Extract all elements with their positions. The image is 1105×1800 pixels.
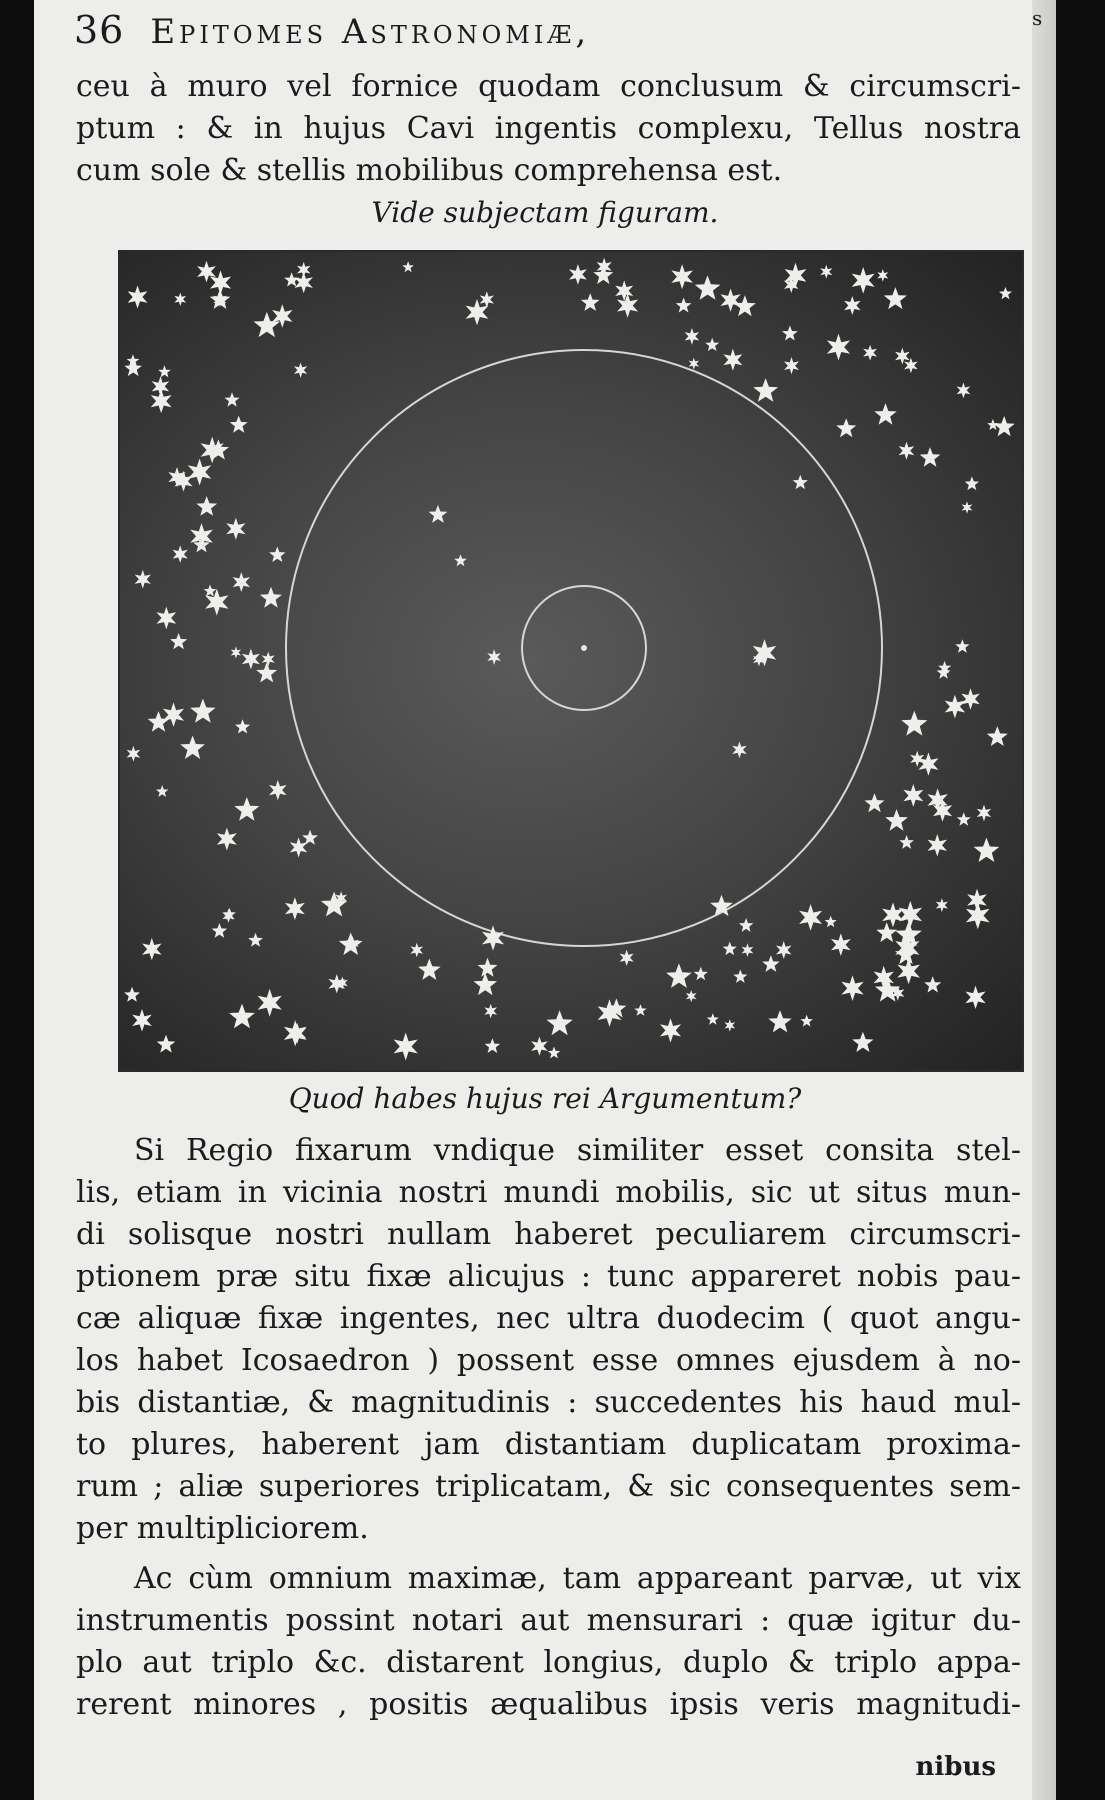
star-mark — [174, 293, 186, 307]
star-mark — [478, 958, 498, 977]
sun-center-dot — [581, 645, 587, 651]
star-mark — [188, 459, 212, 486]
star-mark — [484, 1004, 497, 1019]
star-mark — [974, 838, 1000, 862]
star-field-woodcut — [120, 252, 1022, 1070]
star-mark — [135, 570, 151, 589]
star-mark — [569, 264, 587, 285]
text-line: los habet Icosaedron ) possent esse omnes ejusdem à no- — [76, 1343, 1021, 1378]
star-mark — [157, 1035, 176, 1053]
star-mark — [666, 963, 692, 988]
question-heading: Quod habes hujus rei Argumentum? — [288, 1082, 802, 1115]
text-line: bis distantiæ, & magnitudinis : succedentes his haud mul- — [76, 1385, 1021, 1420]
star-mark — [928, 834, 948, 857]
star-mark — [548, 1047, 561, 1059]
text-line: di solisque nostri nullam haberet peculiarem circumscri- — [76, 1217, 1021, 1252]
star-mark — [260, 587, 282, 608]
star-mark — [158, 365, 171, 377]
star-mark — [876, 922, 897, 942]
star-mark — [994, 416, 1015, 436]
star-mark — [999, 287, 1012, 299]
star-mark — [957, 383, 971, 399]
star-mark — [732, 742, 747, 759]
header-mark: s — [1032, 6, 1043, 30]
star-mark — [762, 955, 779, 972]
star-mark — [231, 646, 241, 658]
star-mark — [142, 938, 162, 960]
star-mark — [827, 334, 850, 361]
star-mark — [831, 933, 851, 956]
star-mark — [233, 572, 250, 592]
page-header — [74, 8, 590, 60]
text-line: instrumentis possint notari aut mensurari : quæ igitur du- — [76, 1603, 1021, 1638]
star-mark — [965, 476, 979, 490]
star-mark — [180, 736, 205, 760]
star-mark — [217, 828, 237, 851]
star-mark — [248, 933, 263, 947]
star-mark — [987, 419, 999, 430]
star-mark — [531, 1037, 548, 1056]
star-mark — [733, 970, 747, 983]
star-mark — [877, 269, 888, 282]
star-mark — [429, 505, 448, 523]
star-mark — [124, 987, 140, 1002]
text-line: to plures, haberent jam distantiam duplicatam proxima- — [76, 1427, 1021, 1462]
star-mark — [615, 280, 633, 301]
star-mark — [899, 901, 923, 928]
star-mark — [660, 1018, 681, 1042]
star-mark — [955, 639, 969, 653]
star-mark — [910, 751, 924, 767]
text-line: lis, etiam in vicinia nostri mundi mobilis, sic ut situs mun- — [76, 1175, 1021, 1210]
text-line: per multipliciorem. — [76, 1511, 369, 1546]
star-mark — [793, 475, 808, 489]
star-mark — [258, 989, 282, 1017]
star-mark — [685, 328, 699, 345]
star-mark — [689, 358, 700, 370]
star-mark — [841, 975, 863, 1001]
star-mark — [965, 986, 985, 1009]
star-mark — [269, 780, 287, 800]
star-mark — [961, 688, 980, 709]
star-mark — [844, 296, 861, 315]
star-mark — [784, 357, 799, 374]
page-number: 36 — [74, 8, 125, 52]
star-mark — [634, 1004, 646, 1016]
star-mark — [799, 904, 822, 931]
star-mark — [884, 287, 907, 309]
book-page — [34, 0, 1056, 1800]
star-mark — [620, 950, 634, 966]
star-mark — [454, 554, 467, 566]
text-line: rerent minores , positis æqualibus ipsis veris magnitudi- — [76, 1687, 1021, 1722]
paragraph-answer — [76, 1130, 1021, 1550]
star-mark — [782, 326, 798, 341]
star-mark — [163, 702, 184, 727]
star-mark — [739, 918, 754, 932]
star-mark — [882, 902, 904, 927]
star-mark — [474, 973, 498, 995]
star-mark — [148, 711, 170, 732]
star-mark — [903, 784, 923, 807]
star-mark — [695, 275, 721, 299]
star-mark — [865, 793, 885, 812]
star-mark — [235, 719, 250, 733]
star-mark — [924, 976, 941, 992]
star-mark — [686, 990, 697, 1002]
star-mark — [734, 295, 756, 316]
star-mark — [768, 1010, 791, 1032]
text-line: Ac cùm omnium maximæ, tam appareant parvæ, ut vix — [134, 1561, 1021, 1596]
star-mark — [269, 547, 285, 563]
star-mark — [825, 916, 837, 928]
star-field-illustration — [120, 252, 1022, 1070]
star-mark — [671, 264, 693, 289]
star-mark — [820, 265, 832, 279]
star-mark — [190, 699, 216, 723]
star-mark — [676, 298, 692, 313]
star-mark — [899, 442, 915, 460]
star-mark — [895, 348, 910, 365]
star-mark — [284, 272, 299, 286]
star-mark — [901, 711, 927, 736]
star-mark — [284, 1020, 307, 1046]
star-mark — [402, 261, 414, 272]
star-mark — [581, 293, 600, 311]
star-mark — [966, 902, 990, 929]
star-mark — [212, 923, 228, 938]
star-mark — [705, 338, 719, 351]
star-mark — [987, 726, 1008, 746]
star-mark — [852, 267, 875, 294]
star-mark — [302, 830, 318, 845]
star-mark — [170, 633, 187, 649]
star-mark — [204, 585, 217, 597]
star-mark — [256, 662, 277, 682]
star-mark — [962, 501, 973, 513]
star-mark — [593, 265, 613, 284]
star-mark — [152, 376, 170, 396]
star-mark — [242, 649, 260, 670]
star-mark — [852, 1032, 873, 1052]
star-mark — [234, 797, 259, 821]
running-head: Epitomes Astronomiæ, — [150, 12, 591, 52]
star-mark — [222, 909, 234, 923]
star-mark — [920, 447, 941, 467]
star-mark — [874, 966, 894, 990]
star-mark — [294, 363, 307, 378]
star-mark — [394, 1033, 418, 1061]
star-mark — [128, 285, 148, 308]
star-mark — [707, 1013, 719, 1024]
star-mark — [723, 349, 742, 371]
star-mark — [480, 291, 494, 308]
star-mark — [863, 345, 877, 361]
star-mark — [156, 785, 168, 797]
paragraph-top — [76, 66, 1021, 192]
star-mark — [290, 837, 308, 857]
star-mark — [694, 967, 708, 981]
star-mark — [936, 898, 948, 912]
star-mark — [800, 1015, 813, 1027]
star-mark — [753, 378, 778, 402]
text-line: cæ aliquæ fixæ ingentes, nec ultra duodecim ( quot angu- — [76, 1301, 1021, 1336]
star-mark — [254, 312, 281, 337]
star-mark — [262, 652, 275, 667]
star-mark — [742, 943, 754, 957]
star-mark — [173, 545, 188, 563]
text-line: ptum : & in hujus Cavi ingentis complexu, Tellus nostra — [76, 111, 1021, 146]
star-mark — [410, 943, 423, 958]
star-mark — [157, 607, 177, 630]
star-mark — [487, 649, 501, 665]
star-mark — [899, 835, 914, 849]
star-mark — [225, 392, 240, 406]
page-edge-shadow — [1032, 0, 1056, 1800]
star-mark — [836, 418, 856, 437]
star-mark — [617, 293, 638, 317]
star-mark — [547, 1010, 573, 1035]
star-mark — [229, 1004, 255, 1029]
text-line: plo aut triplo &c. distarent longius, duplo & triplo appa- — [76, 1645, 1021, 1680]
star-mark — [945, 695, 966, 719]
star-mark — [723, 942, 737, 956]
star-mark — [466, 299, 489, 325]
text-line: cum sole & stellis mobilibus comprehensa est. — [76, 153, 783, 188]
star-mark — [485, 1038, 501, 1053]
star-mark — [230, 416, 248, 433]
star-mark — [297, 262, 310, 278]
figure-reference: Vide subjectam figuram. — [371, 196, 719, 229]
star-mark — [321, 892, 347, 917]
paragraph-last — [76, 1558, 1021, 1726]
star-mark — [721, 289, 741, 312]
star-mark — [226, 518, 245, 540]
star-mark — [127, 746, 141, 762]
star-mark — [776, 941, 792, 959]
star-mark — [885, 809, 908, 831]
text-line: rum ; aliæ superiores triplicatam, & sic consequentes sem- — [76, 1469, 1021, 1504]
star-mark — [285, 897, 305, 920]
star-mark — [725, 1019, 736, 1031]
star-mark — [418, 959, 441, 980]
text-line: Si Regio fixarum vndique similiter esset consita stel- — [134, 1133, 1021, 1168]
star-mark — [957, 812, 971, 825]
text-line: ceu à muro vel fornice quodam conclusum & circumscri- — [76, 69, 1021, 104]
star-mark — [196, 496, 217, 516]
catchword: nibus — [915, 1752, 996, 1782]
star-mark — [977, 805, 991, 822]
star-mark — [874, 403, 896, 424]
star-mark — [904, 358, 918, 374]
text-line: ptionem præ situ fixæ alicujus : tunc appareret nobis pau- — [76, 1259, 1021, 1294]
star-mark — [132, 1009, 152, 1032]
